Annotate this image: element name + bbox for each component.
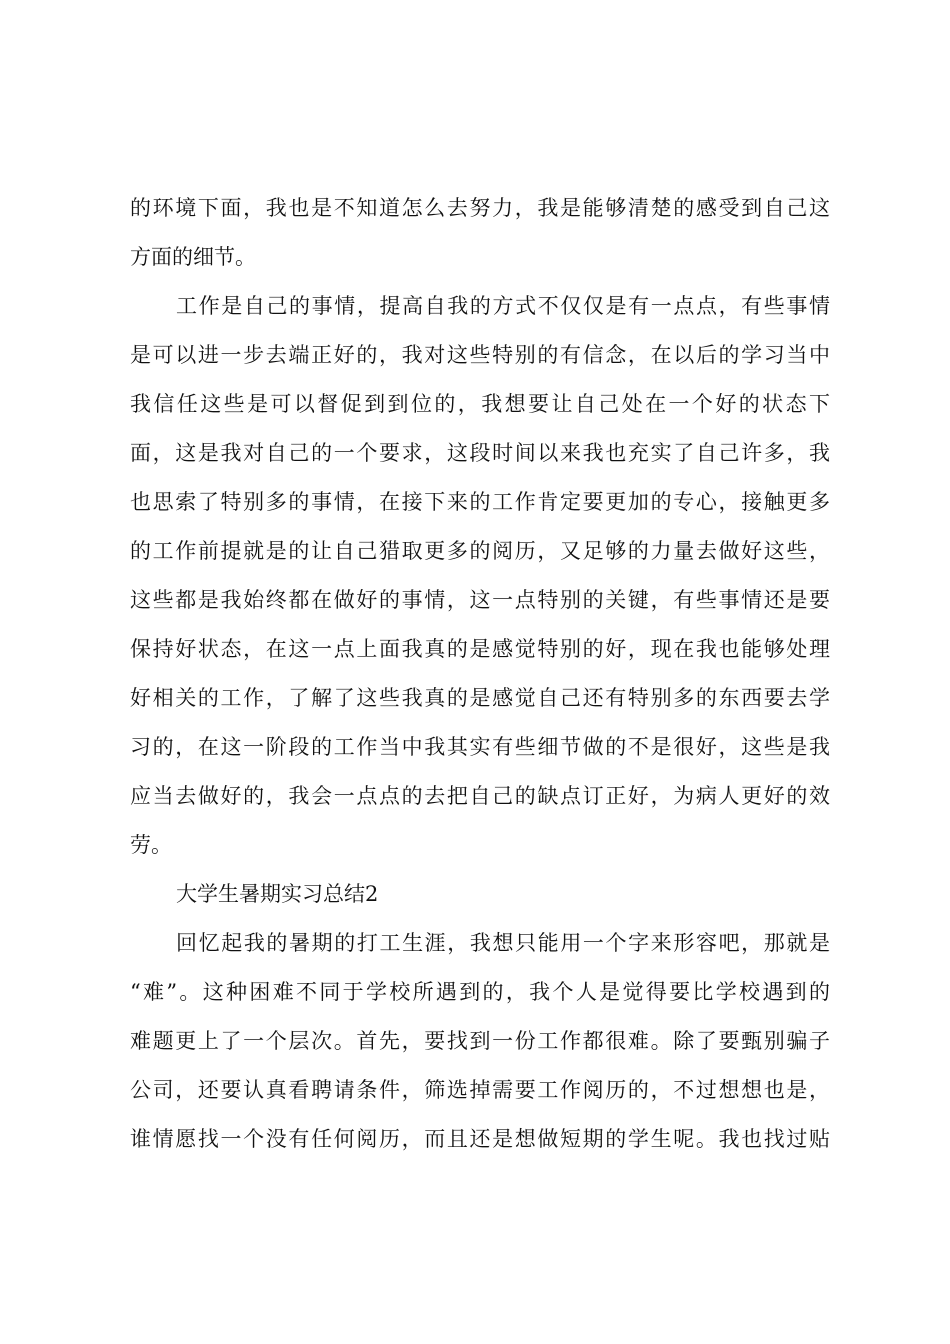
- paragraph-2-line-5: 也思索了特别多的事情，在接下来的工作肯定要更加的专心，接触更多: [130, 490, 830, 514]
- paragraph-2-line-9: 好相关的工作，了解了这些我真的是感觉自己还有特别多的东西要去学: [130, 686, 830, 710]
- paragraph-2-line-4: 面，这是我对自己的一个要求，这段时间以来我也充实了自己许多，我: [130, 441, 830, 465]
- paragraph-1-line-1: 的环境下面，我也是不知道怎么去努力，我是能够清楚的感受到自己这: [130, 196, 830, 220]
- paragraph-2-line-2: 是可以进一步去端正好的，我对这些特别的有信念，在以后的学习当中: [130, 343, 830, 367]
- paragraph-2-line-1: 工作是自己的事情，提高自我的方式不仅仅是有一点点，有些事情: [176, 294, 830, 318]
- paragraph-3-line-1: 回忆起我的暑期的打工生涯，我想只能用一个字来形容吧，那就是: [176, 931, 830, 955]
- paragraph-2-line-8: 保持好状态，在这一点上面我真的是感觉特别的好，现在我也能够处理: [130, 637, 830, 661]
- paragraph-2-line-7: 这些都是我始终都在做好的事情，这一点特别的关键，有些事情还是要: [130, 588, 830, 612]
- paragraph-2-line-10: 习的，在这一阶段的工作当中我其实有些细节做的不是很好，这些是我: [130, 735, 830, 759]
- paragraph-3-line-3: 难题更上了一个层次。首先，要找到一份工作都很难。除了要甄别骗子: [130, 1029, 830, 1053]
- paragraph-2-line-12: 劳。: [130, 833, 172, 857]
- paragraph-3-line-4: 公司，还要认真看聘请条件，筛选掉需要工作阅历的，不过想想也是，: [130, 1078, 830, 1102]
- paragraph-2-line-6: 的工作前提就是的让自己猎取更多的阅历，又足够的力量去做好这些，: [130, 539, 830, 563]
- paragraph-3-line-5: 谁情愿找一个没有任何阅历，而且还是想做短期的学生呢。我也找过贴: [130, 1127, 830, 1151]
- section-heading: 大学生暑期实习总结2: [176, 882, 379, 906]
- paragraph-3-line-2: “难”。这种困难不同于学校所遇到的，我个人是觉得要比学校遇到的: [130, 980, 830, 1004]
- paragraph-1-line-2: 方面的细节。: [130, 245, 256, 269]
- paragraph-2-line-3: 我信任这些是可以督促到到位的，我想要让自己处在一个好的状态下: [130, 392, 830, 416]
- paragraph-2-line-11: 应当去做好的，我会一点点的去把自己的缺点订正好，为病人更好的效: [130, 784, 830, 808]
